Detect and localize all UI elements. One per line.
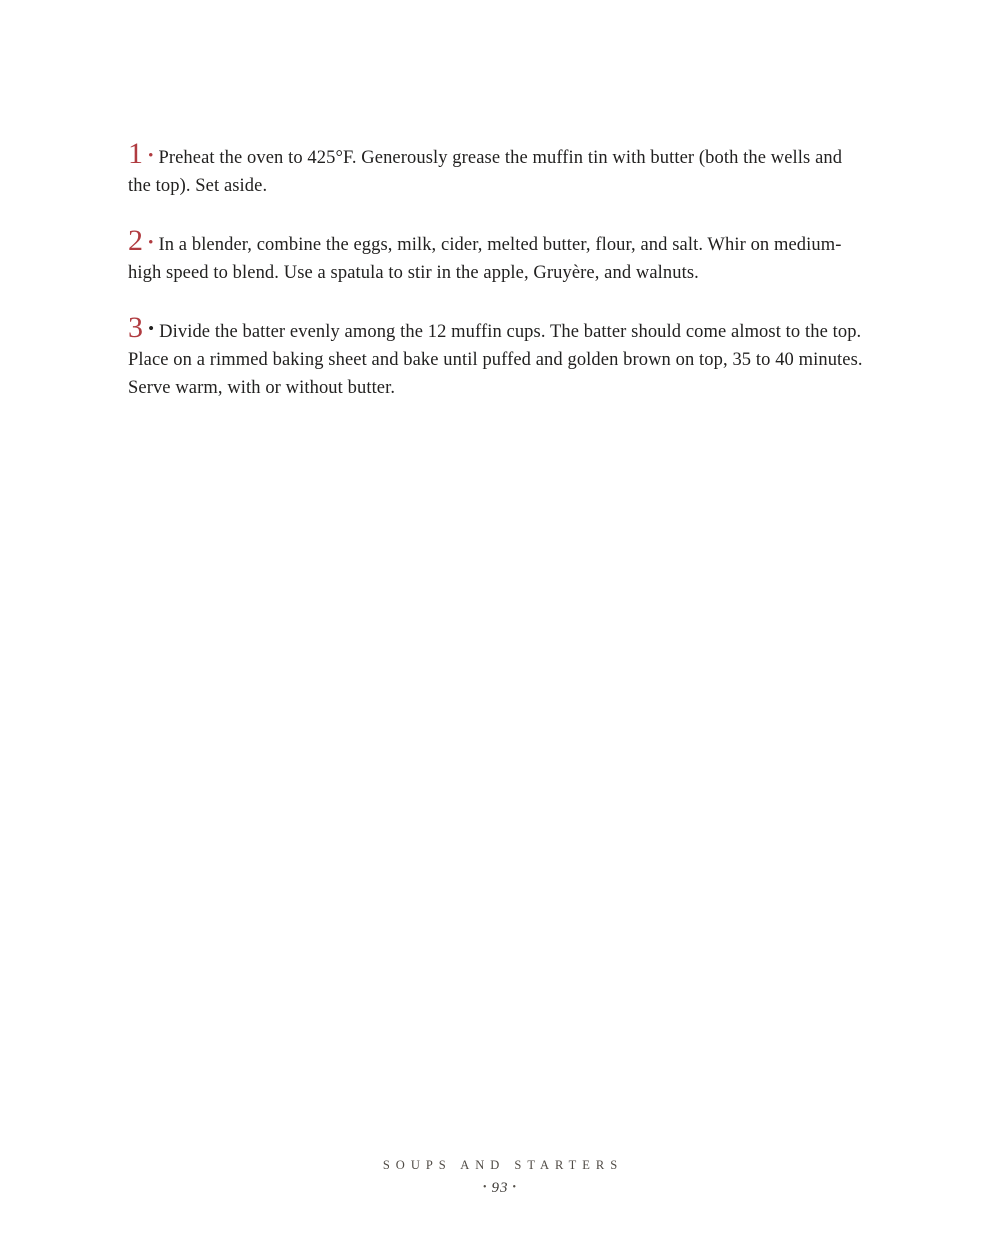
- page-footer: [0, 1158, 1000, 1197]
- step-1-text: Preheat the oven to 425°F. Generously grease the muffin tin with butter (both the wells and the top). Set aside.: [128, 148, 843, 196]
- step-3-bullet-icon: •: [148, 319, 155, 338]
- recipe-step-1: [128, 137, 868, 200]
- step-3-text: Divide the batter evenly among the 12 muffin cups. The batter should come almost to the top. Place on a rimmed baking sheet and bake until puffed and golden brown on top, 35 to 40 minutes. Serve warm, with or without butter.: [128, 322, 863, 398]
- step-1-number: 1: [128, 137, 144, 170]
- recipe-step-2: [128, 224, 868, 287]
- page-number-left-dot-icon: •: [482, 1182, 488, 1193]
- page-number-line: [0, 1180, 1000, 1197]
- recipe-step-3: [128, 311, 868, 402]
- step-2-bullet-icon: •: [148, 235, 154, 251]
- step-2-number: 2: [128, 224, 144, 257]
- step-3-number: 3: [128, 311, 144, 344]
- step-2-text: In a blender, combine the eggs, milk, cider, melted butter, flour, and salt. Whir on medium-high speed to blend. Use a spatula to stir in the apple, Gruyère, and walnuts.: [128, 235, 842, 283]
- step-1-bullet-icon: •: [148, 148, 154, 164]
- recipe-steps: [128, 137, 868, 429]
- section-title: SOUPS AND STARTERS: [382, 1158, 624, 1172]
- page-number: 93: [491, 1180, 509, 1196]
- page-number-right-dot-icon: •: [512, 1182, 518, 1193]
